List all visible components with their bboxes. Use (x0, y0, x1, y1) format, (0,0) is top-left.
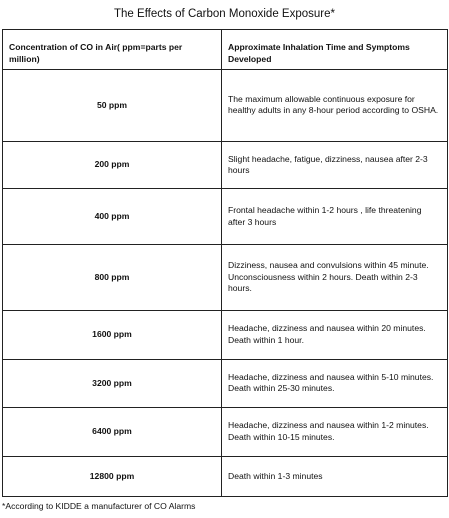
symptoms-cell: Slight headache, fatigue, dizziness, nausea after 2-3 hours (222, 141, 448, 189)
table-row (3, 359, 448, 408)
symptoms-cell: Headache, dizziness and nausea within 20 minutes. Death within 1 hour. (222, 310, 448, 359)
table-row (3, 245, 448, 311)
table-row (3, 141, 448, 189)
concentration-cell: 1600 ppm (3, 310, 222, 359)
co-exposure-table (2, 29, 448, 497)
concentration-cell: 50 ppm (3, 70, 222, 142)
table-header-row (3, 30, 448, 70)
symptoms-cell: Headache, dizziness and nausea within 5-10 minutes. Death within 25-30 minutes. (222, 359, 448, 408)
document-title: The Effects of Carbon Monoxide Exposure* (114, 8, 335, 20)
table-row (3, 189, 448, 245)
concentration-cell: 400 ppm (3, 189, 222, 245)
header-concentration: Concentration of CO in Air( ppm=parts per million) (3, 30, 222, 70)
table-row (3, 70, 448, 142)
concentration-cell: 6400 ppm (3, 408, 222, 457)
table-row (3, 456, 448, 496)
concentration-cell: 12800 ppm (3, 456, 222, 496)
table-row (3, 408, 448, 457)
concentration-cell: 3200 ppm (3, 359, 222, 408)
footnote: *According to KIDDE a manufacturer of CO Alarms (2, 501, 196, 511)
symptoms-cell: The maximum allowable continuous exposure for healthy adults in any 8-hour period according to OSHA. (222, 70, 448, 142)
symptoms-cell: Death within 1-3 minutes (222, 456, 448, 496)
symptoms-cell: Dizziness, nausea and convulsions within 45 minute. Unconsciousness within 2 hours. Death within 2-3 hours. (222, 245, 448, 311)
table-row (3, 310, 448, 359)
header-symptoms: Approximate Inhalation Time and Symptoms Developed (222, 30, 448, 70)
symptoms-cell: Frontal headache within 1-2 hours , life threatening after 3 hours (222, 189, 448, 245)
concentration-cell: 200 ppm (3, 141, 222, 189)
concentration-cell: 800 ppm (3, 245, 222, 311)
symptoms-cell: Headache, dizziness and nausea within 1-2 minutes. Death within 10-15 minutes. (222, 408, 448, 457)
